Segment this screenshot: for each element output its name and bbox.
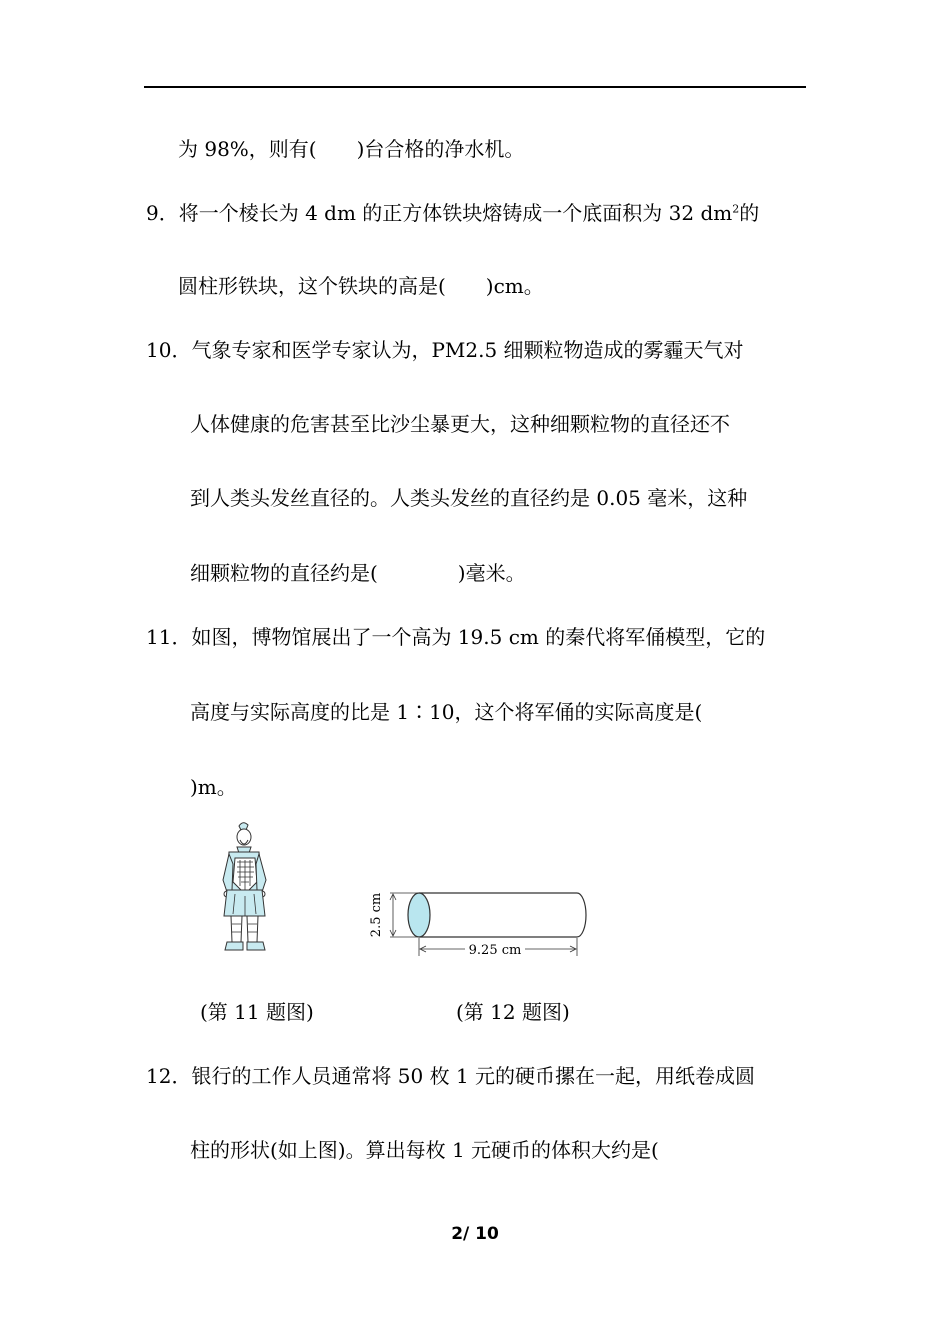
q12-line-2: 柱的形状(如上图)。算出每枚 1 元硬币的体积大约是( — [190, 1138, 659, 1162]
coin-roll-cylinder-diagram — [365, 880, 600, 960]
header-rule — [144, 86, 806, 88]
q12-line-1 — [146, 1063, 755, 1089]
q11-line-2: 高度与实际高度的比是 1∶10，这个将军俑的实际高度是( — [190, 700, 703, 724]
q10-text-1: 气象专家和医学专家认为，PM2.5 细颗粒物造成的雾霾天气对 — [191, 338, 744, 362]
q9-number: 9． — [146, 201, 179, 225]
q9-line-2: 圆柱形铁块，这个铁块的高是( )cm。 — [178, 274, 544, 298]
figure-11-caption: (第 11 题图) — [200, 1000, 314, 1024]
q9-line-1 — [146, 200, 759, 226]
diameter-label: 2.5 cm — [369, 892, 384, 938]
q11-number: 11． — [146, 625, 192, 649]
q10-line-1 — [146, 337, 744, 363]
q10-number: 10． — [146, 338, 192, 362]
q10-line-3: 到人类头发丝直径的。人类头发丝的直径约是 0.05 毫米，这种 — [190, 486, 748, 510]
length-label: 9.25 cm — [468, 943, 522, 958]
q10-line-4: 细颗粒物的直径约是( )毫米。 — [190, 561, 526, 585]
q9-text-a: 将一个棱长为 4 dm 的正方体铁块熔铸成一个底面积为 32 dm — [178, 201, 733, 225]
terracotta-warrior-illustration — [215, 820, 275, 960]
q9-superscript: 2 — [732, 202, 740, 216]
q9-text-b: 的 — [739, 201, 760, 225]
page-number: 2/ 10 — [451, 1224, 499, 1244]
q10-line-2: 人体健康的危害甚至比沙尘暴更大，这种细颗粒物的直径还不 — [190, 412, 730, 436]
q11-line-3: )m。 — [190, 775, 237, 799]
figure-12-caption: (第 12 题图) — [456, 1000, 570, 1024]
q8-line-1: 为 98%，则有( )台合格的净水机。 — [178, 137, 525, 161]
q12-text-1: 银行的工作人员通常将 50 枚 1 元的硬币摞在一起，用纸卷成圆 — [191, 1064, 756, 1088]
q12-number: 12． — [146, 1064, 192, 1088]
q11-text-1: 如图，博物馆展出了一个高为 19.5 cm 的秦代将军俑模型，它的 — [191, 625, 766, 649]
q11-line-1 — [146, 624, 765, 650]
